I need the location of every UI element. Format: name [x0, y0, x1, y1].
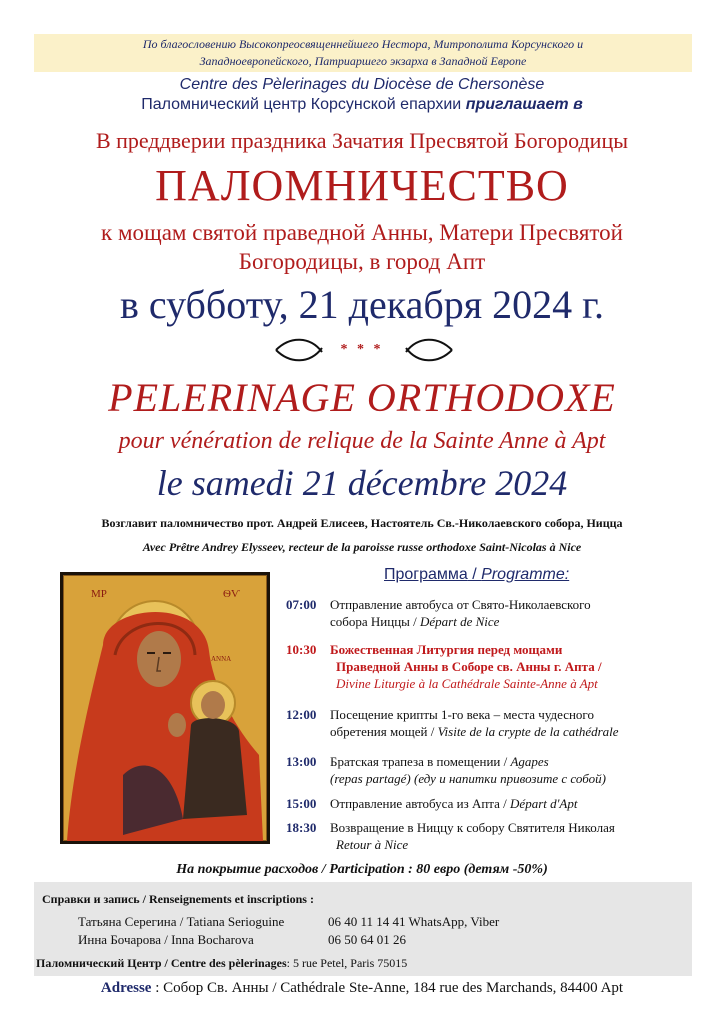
main-title-fr: PELERINAGE ORTHODOXE [108, 375, 616, 420]
organizer-ru [0, 96, 724, 114]
organizer-ru-invite: приглашает в [465, 96, 583, 113]
program-desc [330, 596, 700, 630]
program-desc [330, 706, 700, 740]
program-line: (repas partagé) (еду и напитки привозите с собой) [330, 771, 606, 786]
program-time: 10:30 [286, 642, 317, 657]
program-line-fr: Départ d'Apt [510, 796, 578, 811]
subtitle-fr: pour vénération de relique de la Sainte Anne à Apt [118, 428, 606, 454]
pilgrimage-center [36, 956, 407, 971]
feast-line: В преддверии праздника Зачатия Пресвятой Богородицы [95, 128, 629, 153]
icon-painting [63, 575, 267, 841]
program-line [330, 613, 700, 630]
blessing-banner [34, 34, 692, 72]
leader-ru: Возглавит паломничество прот. Андрей Елисеев, Настоятель Св.-Николаевского собора, Ницца [101, 516, 623, 530]
event-address [0, 980, 724, 997]
center-label: Паломнический Центр / Centre des pèlerinages [36, 956, 287, 970]
program-time: 15:00 [286, 796, 317, 811]
organizer-fr: Centre des Pèlerinages du Diocèse de Chersonèse [179, 76, 545, 93]
program-time: 07:00 [286, 597, 317, 612]
program-time: 13:00 [286, 754, 317, 769]
program-line-ru: Братская трапеза в помещении / [330, 754, 511, 769]
program-line [330, 753, 700, 770]
program-time: 12:00 [286, 707, 317, 722]
date-ru: в субботу, 21 декабря 2024 г. [119, 282, 605, 327]
address-value: : Собор Св. Анны / Cathédrale Ste-Anne, 184 rue des Marchands, 84400 Apt [151, 980, 624, 996]
program-line: Праведной Анны в Соборе св. Анны г. Апта / [336, 659, 602, 674]
program-line: Божественная Литургия перед мощами [330, 642, 563, 657]
fish-icon [400, 338, 458, 362]
program-time: 18:30 [286, 820, 317, 835]
contact-name: Татьяна Серегина / Tatiana Serioguine [78, 914, 285, 929]
program-desc [330, 795, 700, 812]
leader-fr: Avec Prêtre Andrey Elysseev, recteur de la paroisse russe orthodoxe Saint-Nicolas à Nice [142, 540, 582, 554]
ornament [0, 336, 724, 366]
blessing-line-2: Западноевропейского, Патриаршего экзарха в Западной Европе [199, 54, 527, 68]
organizer-ru-name: Паломнический центр Корсунской епархии [141, 96, 462, 113]
program-desc [330, 641, 700, 692]
ornament-stars: * * * [340, 342, 384, 357]
info-box [34, 882, 692, 976]
program-line-fr: Agapes [510, 754, 549, 769]
contact-name: Инна Бочарова / Inna Bocharova [78, 932, 254, 947]
contact-phone[interactable]: 06 40 11 14 41 WhatsApp, Viber [328, 914, 500, 929]
program-line: Отправление автобуса от Свято-Николаевского [330, 597, 591, 612]
main-title-ru: ПАЛОМНИЧЕСТВО [155, 161, 569, 210]
program-desc [330, 753, 700, 787]
program-line: Посещение крипты 1-го века – места чудесного [330, 707, 594, 722]
program-desc [330, 819, 700, 853]
program-line-fr: Départ de Nice [420, 614, 500, 629]
program-line: Возвращение в Ниццу к собору Святителя Николая [330, 820, 615, 835]
program-line-fr: Visite de la crypte de la cathédrale [437, 724, 619, 739]
program-line-ru: Отправление автобуса из Апта / [330, 796, 511, 811]
address-label: Adresse [100, 980, 152, 996]
destination-line-2: Богородицы, в город Апт [238, 249, 486, 274]
program-title-fr: Programme: [481, 566, 570, 583]
program-line-ru: собора Ниццы / [330, 614, 421, 629]
program-line [330, 795, 700, 812]
icon-caption-left: МР [91, 588, 107, 600]
icon-caption-mid: ΑΝΝΑ [211, 655, 232, 663]
program-line-fr: Retour à Nice [336, 837, 409, 852]
contact-phone[interactable]: 06 50 64 01 26 [328, 932, 406, 947]
program-line [330, 723, 700, 740]
destination-line-1: к мощам святой праведной Анны, Матери Пресвятой [101, 220, 623, 245]
center-address: : 5 rue Petel, Paris 75015 [286, 956, 408, 970]
participation-fee: На покрытие расходов / Participation : 80 евро (детям -50%) [176, 862, 548, 877]
destination-ru [40, 218, 684, 276]
blessing-line-1: По благословению Высокопреосвященнейшего Нестора, Митрополита Корсунского и [142, 37, 584, 51]
program-line-ru: обретения мощей / [330, 724, 438, 739]
date-fr: le samedi 21 décembre 2024 [156, 463, 568, 503]
icon-caption-right: ѲѴ [223, 588, 240, 600]
saint-anne-icon-image [60, 572, 270, 844]
program-title-sep: / [467, 566, 482, 583]
program-title-ru: Программа [384, 566, 468, 583]
info-title: Справки и запись / Renseignements et inscriptions : [42, 892, 314, 906]
program-line-fr: Divine Liturgie à la Cathédrale Sainte-Anne à Apt [336, 676, 598, 691]
program-title [384, 566, 569, 584]
